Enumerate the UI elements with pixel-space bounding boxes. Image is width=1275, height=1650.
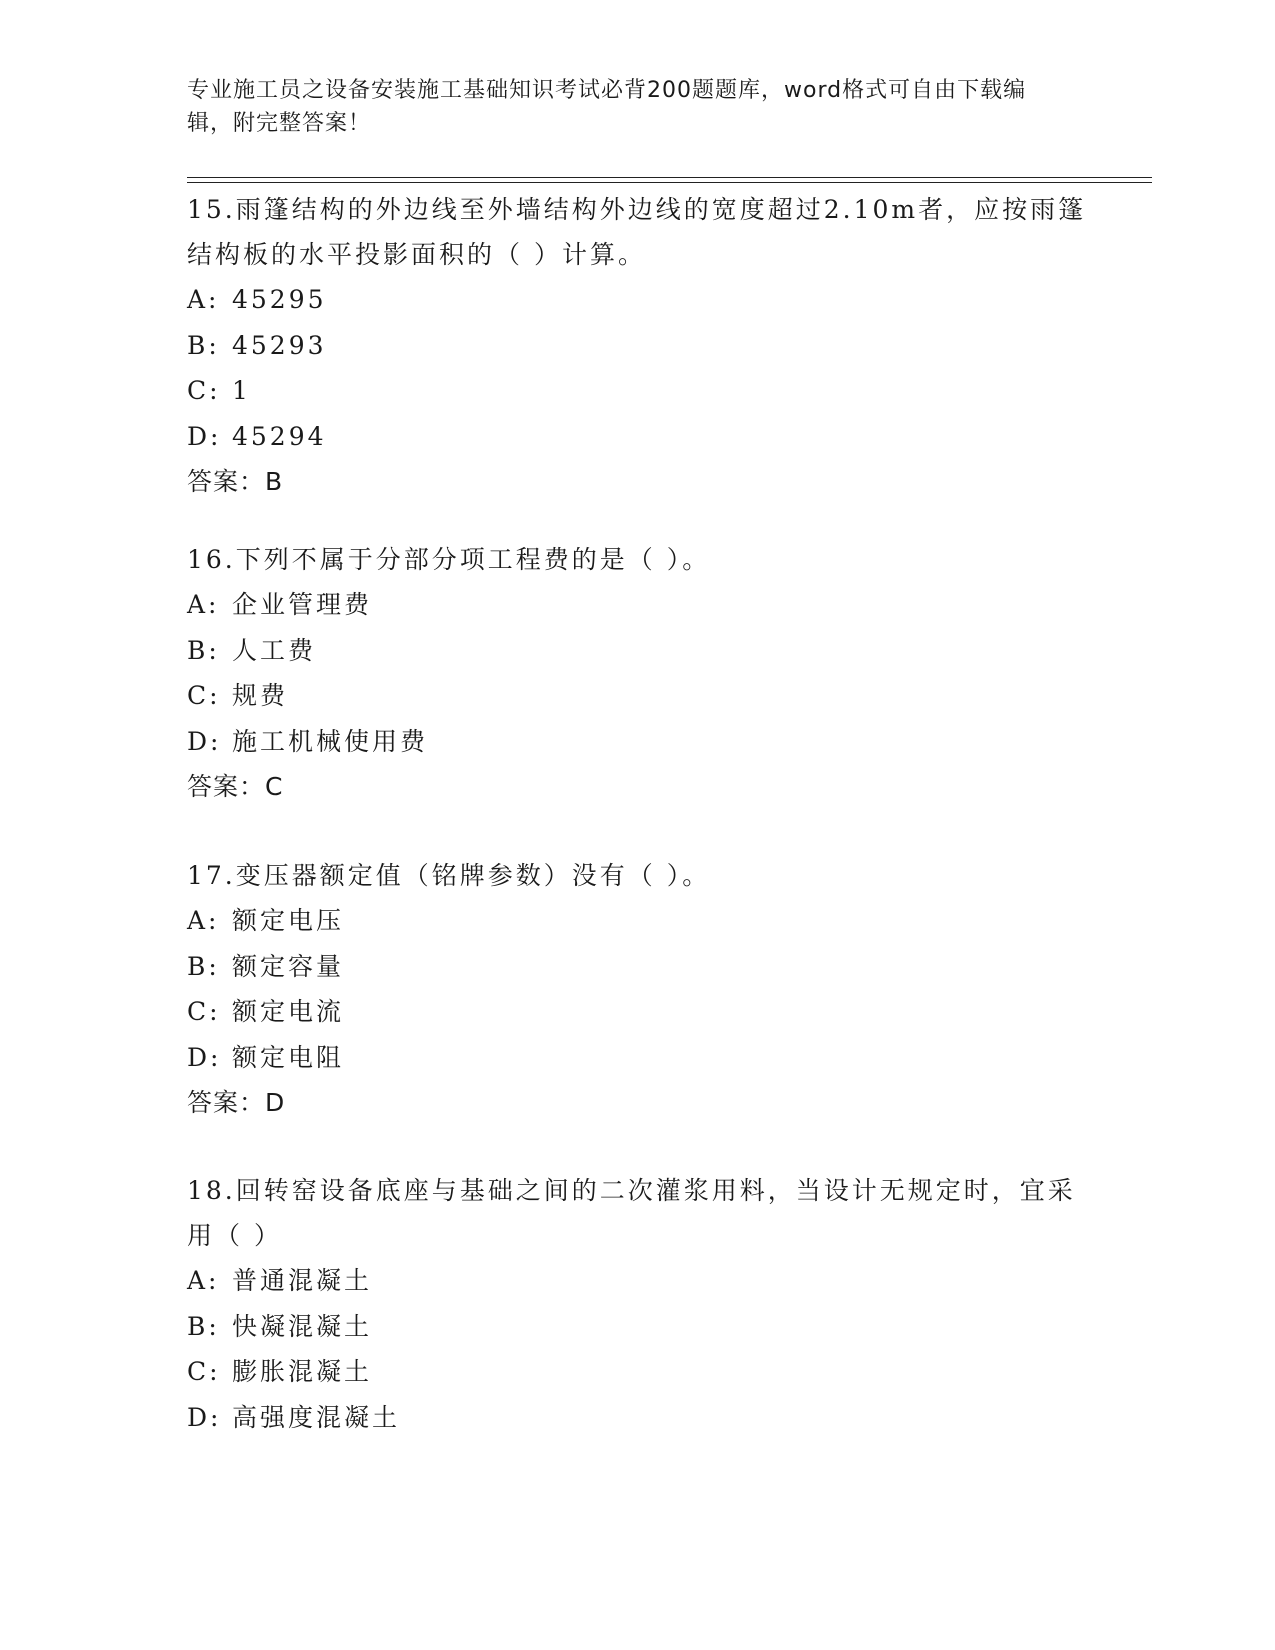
option-key: B:	[187, 1311, 220, 1341]
option-c	[187, 989, 1087, 1035]
option-text: 45293	[232, 330, 327, 360]
option-text: 45295	[232, 285, 327, 314]
option-text: 45294	[232, 421, 327, 451]
option-key: C:	[187, 376, 221, 405]
option-key: D:	[187, 1042, 222, 1072]
option-text: 高强度混凝土	[232, 1402, 401, 1432]
option-text: 额定电阻	[232, 1042, 345, 1072]
option-text: 快凝混凝土	[232, 1311, 373, 1341]
question-18	[187, 1168, 1087, 1440]
option-key: A:	[187, 285, 220, 314]
question-15	[187, 187, 1087, 504]
option-d	[187, 414, 1087, 460]
option-key: C:	[187, 1357, 221, 1386]
header-divider-top	[187, 177, 1152, 178]
option-key: A:	[187, 1266, 220, 1295]
option-key: B:	[187, 635, 220, 665]
option-text: 额定电流	[232, 997, 345, 1026]
option-key: D:	[187, 726, 222, 756]
option-key: C:	[187, 997, 221, 1026]
option-text: 额定容量	[232, 951, 345, 981]
option-key: D:	[187, 421, 222, 451]
option-a	[187, 1258, 1087, 1304]
question-stem: 16.下列不属于分部分项工程费的是（ ）。	[187, 545, 711, 574]
document-header: 专业施工员之设备安装施工基础知识考试必背200题题库，word格式可自由下载编辑，附完整答案！	[187, 78, 1027, 136]
answer-label: 答案：D	[187, 1088, 286, 1117]
option-b	[187, 628, 1087, 674]
answer-label: 答案：C	[187, 772, 284, 801]
option-c	[187, 673, 1087, 719]
option-b	[187, 323, 1087, 369]
option-text: 膨胀混凝土	[232, 1357, 373, 1386]
question-16	[187, 537, 1087, 809]
question-stem: 17.变压器额定值（铭牌参数）没有（ ）。	[187, 861, 711, 890]
option-text: 1	[232, 376, 251, 405]
option-a	[187, 898, 1087, 944]
option-text: 人工费	[232, 635, 317, 665]
option-key: A:	[187, 590, 220, 619]
option-a	[187, 582, 1087, 628]
option-key: B:	[187, 951, 220, 981]
question-17	[187, 853, 1087, 1125]
option-c	[187, 1349, 1087, 1395]
option-a	[187, 277, 1087, 323]
answer-label: 答案：B	[187, 467, 284, 496]
option-key: C:	[187, 681, 221, 710]
option-text: 企业管理费	[232, 590, 373, 619]
question-stem: 18.回转窑设备底座与基础之间的二次灌浆用料，当设计无规定时，宜采用（ ）	[187, 1176, 1076, 1250]
option-text: 规费	[232, 681, 289, 710]
question-stem: 15.雨篷结构的外边线至外墙结构外边线的宽度超过2.10m者，应按雨篷结构板的水平投影面积的（ ）计算。	[187, 195, 1087, 269]
option-d	[187, 1395, 1087, 1441]
option-b	[187, 944, 1087, 990]
option-key: B:	[187, 330, 220, 360]
option-text: 额定电压	[232, 906, 345, 935]
option-d	[187, 1035, 1087, 1081]
option-text: 施工机械使用费	[232, 726, 429, 756]
option-key: D:	[187, 1402, 222, 1432]
option-c	[187, 368, 1087, 414]
option-b	[187, 1304, 1087, 1350]
option-d	[187, 719, 1087, 765]
header-divider-bottom	[187, 182, 1152, 183]
option-key: A:	[187, 906, 220, 935]
option-text: 普通混凝土	[232, 1266, 373, 1295]
